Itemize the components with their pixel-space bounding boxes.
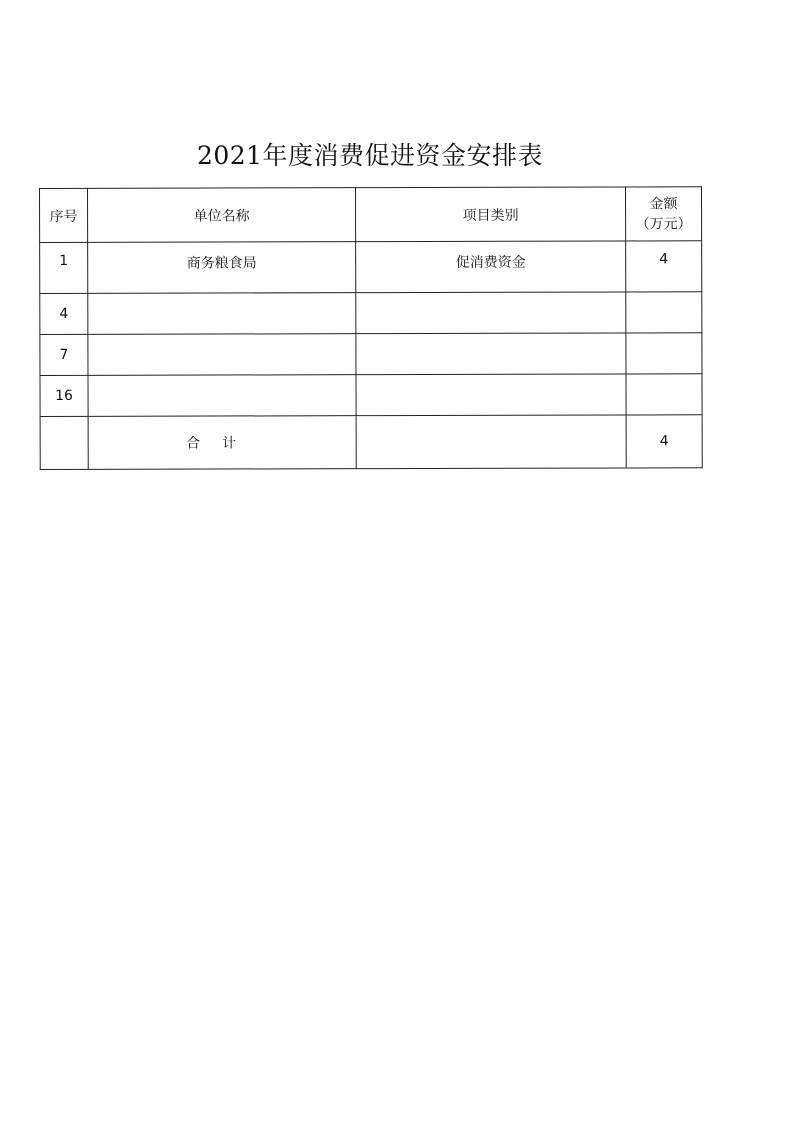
row-amount bbox=[626, 292, 702, 333]
header-amount-label: 金额 bbox=[649, 195, 678, 212]
total-amount: 4 bbox=[626, 415, 702, 468]
table-row bbox=[40, 292, 702, 335]
total-label: 合计 bbox=[88, 416, 356, 470]
row-seq: 4 bbox=[40, 293, 88, 334]
table-row bbox=[40, 241, 702, 294]
header-project-category: 项目类别 bbox=[356, 187, 626, 242]
header-unit-name: 单位名称 bbox=[88, 188, 356, 243]
allocation-table bbox=[39, 186, 703, 470]
row-project-category: 促消费资金 bbox=[356, 241, 626, 293]
total-category-empty bbox=[356, 415, 626, 469]
row-project-category bbox=[356, 374, 626, 416]
table-header-row bbox=[40, 187, 702, 243]
row-unit-name bbox=[88, 375, 356, 417]
total-seq-empty bbox=[40, 416, 88, 469]
total-row bbox=[40, 415, 702, 470]
row-seq: 16 bbox=[40, 375, 88, 416]
page-title: 2021年度消费促进资金安排表 bbox=[196, 141, 544, 170]
table-row bbox=[40, 374, 702, 417]
row-amount bbox=[626, 333, 702, 374]
row-seq: 1 bbox=[40, 242, 88, 293]
header-amount-unit: （万元） bbox=[635, 215, 692, 232]
row-unit-name bbox=[88, 334, 356, 376]
header-seq: 序号 bbox=[40, 188, 88, 242]
row-unit-name: 商务粮食局 bbox=[88, 242, 356, 294]
row-amount: 4 bbox=[626, 241, 702, 292]
table-row bbox=[40, 333, 702, 376]
row-project-category bbox=[356, 292, 626, 334]
row-project-category bbox=[356, 333, 626, 375]
row-unit-name bbox=[88, 293, 356, 335]
row-amount bbox=[626, 374, 702, 415]
row-seq: 7 bbox=[40, 334, 88, 375]
header-amount bbox=[625, 187, 701, 241]
